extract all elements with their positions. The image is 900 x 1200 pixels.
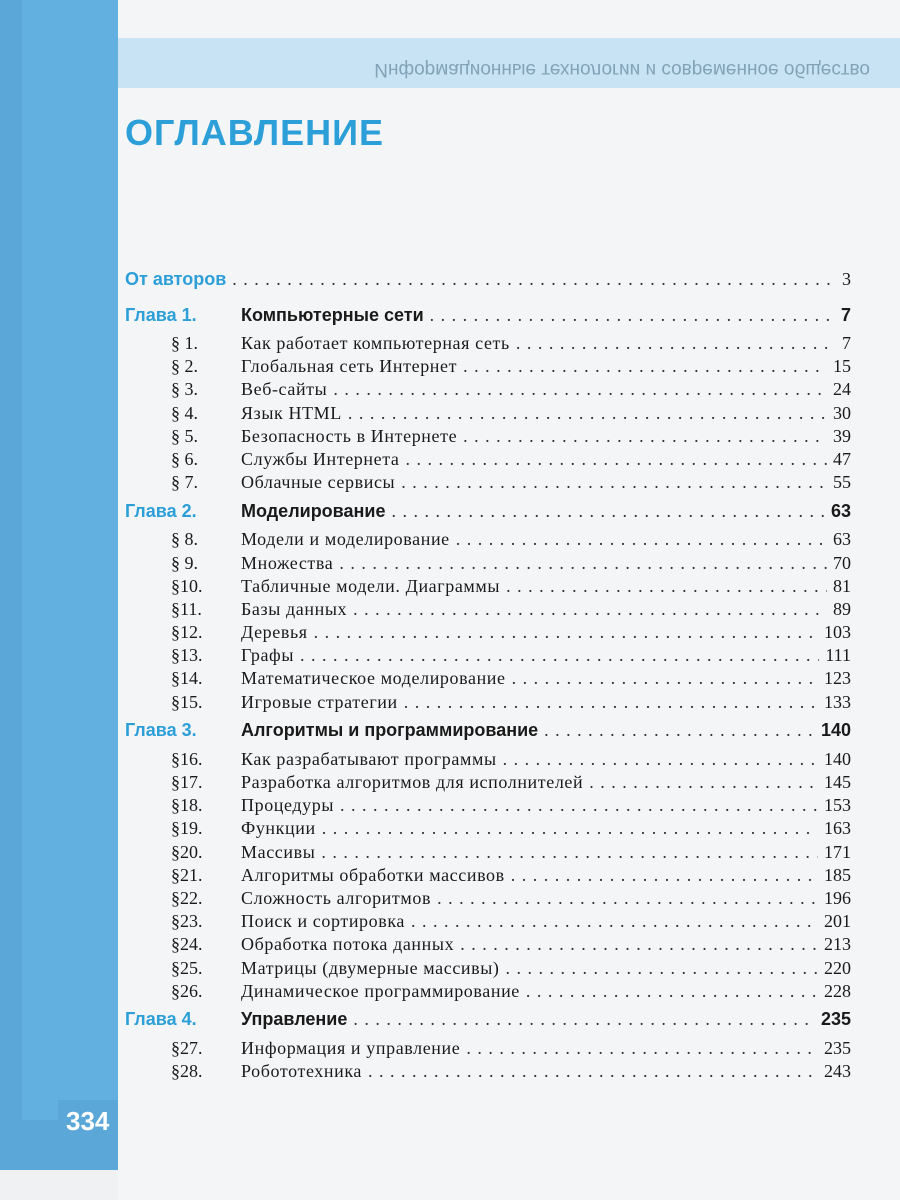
toc-section-row[interactable] — [125, 667, 851, 690]
page-ref: 70 — [833, 552, 851, 573]
toc-authors-row[interactable] — [125, 268, 851, 298]
section-title: Поиск и сортировка — [241, 911, 406, 932]
section-title: Деревья — [241, 622, 308, 643]
toc-section-row[interactable] — [125, 691, 851, 714]
dot-leader — [511, 864, 818, 887]
authors-label: От авторов — [125, 269, 227, 289]
running-title-bleedthrough: Информационные технологии и современное общество — [374, 59, 870, 80]
page-ref: 81 — [833, 575, 851, 596]
page-title: ОГЛАВЛЕНИЕ — [125, 112, 385, 153]
toc-section-row[interactable] — [125, 621, 851, 644]
toc-section-row[interactable] — [125, 933, 851, 956]
toc-section-row[interactable] — [125, 598, 851, 621]
dot-leader — [460, 933, 818, 956]
section-number: §26. — [171, 980, 203, 1001]
page-ref: 111 — [825, 645, 851, 666]
page-ref: 39 — [833, 425, 851, 446]
dot-leader — [321, 841, 818, 864]
toc-section-row[interactable] — [125, 425, 851, 448]
dot-leader — [503, 748, 818, 771]
dot-leader — [368, 1060, 818, 1083]
toc-section-row[interactable] — [125, 748, 851, 771]
page-ref: 228 — [824, 980, 851, 1001]
section-number: §27. — [171, 1037, 203, 1058]
section-number: § 2. — [171, 356, 198, 377]
section-number: §13. — [171, 645, 203, 666]
toc-section-row[interactable] — [125, 471, 851, 494]
blue-side-strip-inner — [22, 0, 118, 1120]
section-title: Как разрабатывают программы — [241, 748, 497, 769]
section-title: Разработка алгоритмов для исполнителей — [241, 772, 584, 792]
page-ref: 235 — [820, 1009, 851, 1030]
page-ref: 63 — [833, 529, 851, 550]
dot-leader — [463, 425, 827, 448]
dot-leader — [430, 304, 835, 327]
dot-leader — [339, 552, 827, 575]
chapter-title: Моделирование — [241, 500, 386, 521]
section-title: Как работает компьютерная сеть — [241, 333, 510, 353]
section-title: Массивы — [241, 841, 316, 862]
page-ref: 3 — [842, 269, 851, 289]
dot-leader — [456, 528, 827, 551]
section-title: Облачные сервисы — [241, 472, 396, 493]
chapter-label: Глава 4. — [125, 1009, 197, 1030]
dot-leader — [300, 644, 819, 667]
section-number: §18. — [171, 795, 203, 816]
dot-leader — [353, 598, 827, 621]
page-ref: 145 — [824, 772, 851, 792]
toc-section-row[interactable] — [125, 910, 851, 933]
page-ref: 220 — [824, 957, 851, 978]
section-title: Математическое моделирование — [241, 668, 506, 689]
toc-section-row[interactable] — [125, 644, 851, 667]
toc-chapter-row[interactable] — [125, 494, 851, 528]
section-number: §17. — [171, 772, 203, 792]
dot-leader — [232, 268, 836, 291]
toc-section-row[interactable] — [125, 528, 851, 551]
toc-chapter-row[interactable] — [125, 714, 851, 748]
section-number: §16. — [171, 748, 203, 769]
section-title: Табличные модели. Диаграммы — [241, 575, 501, 596]
section-number: § 1. — [171, 333, 198, 353]
page-ref: 47 — [833, 448, 851, 469]
chapter-title: Алгоритмы и программирование — [241, 720, 539, 741]
dot-leader — [314, 621, 818, 644]
section-number: §15. — [171, 691, 203, 712]
page-ref: 196 — [824, 887, 851, 908]
toc-section-row[interactable] — [125, 378, 851, 401]
toc-section-row[interactable] — [125, 794, 851, 817]
section-title: Графы — [241, 645, 295, 666]
section-number: §11. — [171, 598, 202, 619]
section-number: § 4. — [171, 402, 198, 423]
dot-leader — [322, 817, 818, 840]
section-number: §25. — [171, 957, 203, 978]
section-number: §28. — [171, 1061, 203, 1082]
section-number: §14. — [171, 668, 203, 689]
section-title: Сложность алгоритмов — [241, 887, 432, 908]
section-title: Базы данных — [241, 598, 348, 619]
toc-section-row[interactable] — [125, 887, 851, 910]
page-ref: 55 — [833, 472, 851, 493]
section-number: §12. — [171, 622, 203, 643]
dot-leader — [512, 667, 818, 690]
page-ref: 140 — [824, 748, 851, 769]
section-title: Безопасность в Интернете — [241, 425, 458, 446]
page-ref: 89 — [833, 598, 851, 619]
section-title: Функции — [241, 818, 316, 839]
section-number: §19. — [171, 818, 203, 839]
section-title: Глобальная сеть Интернет — [241, 356, 458, 377]
page-ref: 103 — [824, 622, 851, 643]
dot-leader — [516, 332, 836, 355]
toc-section-row[interactable] — [125, 575, 851, 598]
section-number: §21. — [171, 864, 203, 885]
page-ref: 213 — [824, 934, 851, 955]
dot-leader — [333, 378, 827, 401]
toc-section-row[interactable] — [125, 1037, 851, 1060]
section-number: § 6. — [171, 448, 198, 469]
page-ref: 30 — [833, 402, 851, 423]
section-number: §10. — [171, 575, 203, 596]
chapter-title: Управление — [241, 1009, 348, 1030]
dot-leader — [353, 1008, 815, 1031]
section-number: §23. — [171, 911, 203, 932]
page-ref: 185 — [824, 864, 851, 885]
section-title: Информация и управление — [241, 1037, 461, 1058]
chapter-label: Глава 1. — [125, 304, 197, 325]
section-number: § 5. — [171, 425, 198, 446]
page-ref: 7 — [840, 304, 851, 325]
dot-leader — [589, 771, 818, 794]
dot-leader — [437, 887, 818, 910]
toc-section-row[interactable] — [125, 817, 851, 840]
section-title: Процедуры — [241, 795, 335, 816]
section-number: §24. — [171, 934, 203, 955]
page-ref: 15 — [833, 356, 851, 377]
page-ref: 201 — [824, 911, 851, 932]
section-number: § 9. — [171, 552, 198, 573]
section-title: Алгоритмы обработки массивов — [241, 864, 505, 885]
section-title: Динамическое программирование — [241, 980, 520, 1001]
section-title: Матрицы (двумерные массивы) — [241, 957, 500, 978]
section-number: §20. — [171, 841, 203, 862]
toc-section-row[interactable] — [125, 841, 851, 864]
chapter-list — [125, 298, 851, 1083]
toc-section-row[interactable] — [125, 402, 851, 425]
section-number: §22. — [171, 887, 203, 908]
dot-leader — [506, 957, 818, 980]
toc-section-row[interactable] — [125, 332, 851, 355]
dot-leader — [404, 691, 818, 714]
section-title: Язык HTML — [241, 402, 342, 423]
dot-leader — [466, 1037, 818, 1060]
page-ref: 153 — [824, 795, 851, 816]
chapter-label: Глава 2. — [125, 500, 197, 521]
dot-leader — [406, 448, 828, 471]
page-number: 334 — [66, 1106, 110, 1136]
dot-leader — [340, 794, 818, 817]
dot-leader — [348, 402, 827, 425]
page-ref: 24 — [833, 379, 851, 400]
dot-leader — [526, 980, 818, 1003]
dot-leader — [401, 471, 827, 494]
table-of-contents — [125, 268, 851, 1083]
page-ref: 7 — [842, 333, 851, 353]
toc-section-row[interactable] — [125, 957, 851, 980]
blue-side-strip — [0, 0, 118, 1170]
page-ref: 235 — [824, 1037, 851, 1058]
section-title: Обработка потока данных — [241, 934, 455, 955]
toc-section-row[interactable] — [125, 771, 851, 794]
dot-leader — [391, 500, 825, 523]
toc-section-row[interactable] — [125, 864, 851, 887]
section-title: Модели и моделирование — [241, 529, 450, 550]
toc-section-row[interactable] — [125, 980, 851, 1003]
section-title: Службы Интернета — [241, 448, 400, 469]
page-ref: 123 — [824, 668, 851, 689]
toc-section-row[interactable] — [125, 552, 851, 575]
toc-section-row[interactable] — [125, 355, 851, 378]
chapter-label: Глава 3. — [125, 720, 197, 741]
section-title: Веб-сайты — [241, 379, 328, 400]
page-ref: 171 — [824, 841, 851, 862]
section-title: Множества — [241, 552, 334, 573]
page-ref: 133 — [824, 691, 851, 712]
page-ref: 243 — [824, 1061, 851, 1082]
section-number: § 8. — [171, 529, 198, 550]
chapter-title: Компьютерные сети — [241, 304, 424, 325]
toc-chapter-row[interactable] — [125, 298, 851, 332]
page-ref: 140 — [820, 720, 851, 741]
dot-leader — [506, 575, 827, 598]
section-title: Робототехника — [241, 1061, 363, 1082]
toc-chapter-row[interactable] — [125, 1003, 851, 1037]
toc-section-row[interactable] — [125, 448, 851, 471]
dot-leader — [411, 910, 818, 933]
page-ref: 63 — [830, 500, 851, 521]
section-number: § 3. — [171, 379, 198, 400]
dot-leader — [544, 719, 815, 742]
toc-section-row[interactable] — [125, 1060, 851, 1083]
section-number: § 7. — [171, 472, 198, 493]
dot-leader — [463, 355, 827, 378]
section-title: Игровые стратегии — [241, 691, 398, 712]
page-ref: 163 — [824, 818, 851, 839]
